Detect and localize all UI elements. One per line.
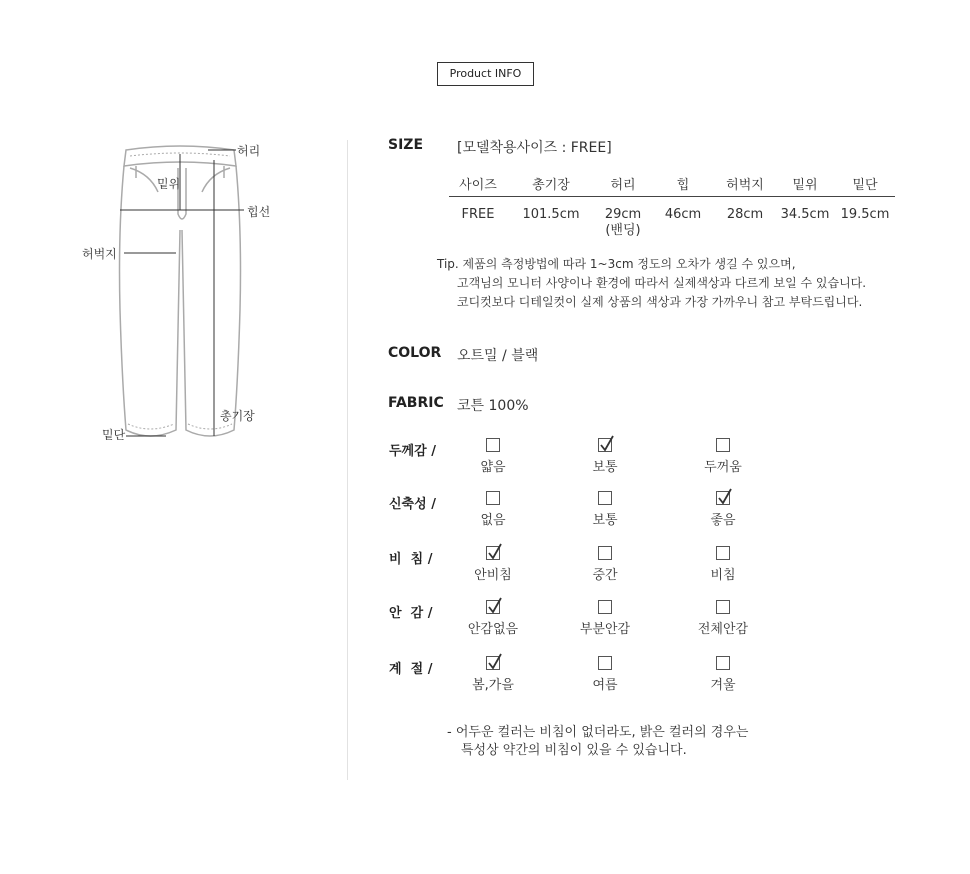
- hem-label: 밑단: [102, 428, 126, 442]
- pants-diagram: [0, 130, 340, 460]
- note-line: 특성상 약간의 비침이 있을 수 있습니다.: [461, 743, 687, 758]
- option-label: 안비침: [474, 568, 512, 583]
- attribute-option: [453, 546, 533, 583]
- attribute-option: [453, 656, 533, 693]
- checkbox-icon: [486, 491, 500, 505]
- waist-label: 허리: [237, 144, 261, 158]
- attribute-option: [453, 600, 533, 637]
- attribute-option: [565, 546, 645, 583]
- cell-total-length: 101.5cm: [522, 207, 580, 222]
- tip-line: 고객님의 모니터 사양이나 환경에 따라서 실제색상과 다르게 보일 수 있습니다.: [457, 276, 867, 290]
- color-heading: COLOR: [388, 345, 442, 361]
- col-size: 사이즈: [449, 170, 507, 197]
- checked-box-icon: [486, 546, 500, 560]
- thigh-label: 허벅지: [82, 247, 117, 261]
- attribute-option: [565, 656, 645, 693]
- option-label: 안감없음: [467, 622, 519, 637]
- option-label: 여름: [592, 678, 618, 693]
- checked-box-icon: [486, 656, 500, 670]
- option-label: 좋음: [710, 513, 736, 528]
- col-rise: 밑위: [775, 170, 835, 197]
- col-hip: 힙: [651, 170, 715, 197]
- attribute-option: [453, 438, 533, 475]
- cell-rise: 34.5cm: [780, 207, 830, 222]
- option-label: 중간: [592, 568, 618, 583]
- option-label: 봄,가을: [472, 678, 514, 693]
- tips: [437, 255, 866, 312]
- option-label: 비침: [710, 568, 736, 583]
- fabric-heading: FABRIC: [388, 395, 444, 411]
- table-row: [449, 197, 895, 240]
- attribute-label: 계 절 /: [389, 662, 433, 677]
- product-info-title: Product INFO: [437, 62, 534, 86]
- checkbox-icon: [716, 600, 730, 614]
- option-label: 얇음: [480, 460, 506, 475]
- attribute-option: [565, 438, 645, 475]
- tip-line: Tip. 제품의 측정방법에 따라 1~3cm 정도의 오차가 생길 수 있으며,: [437, 257, 796, 271]
- attribute-option: [565, 600, 645, 637]
- divider: [347, 140, 348, 780]
- checkbox-icon: [598, 491, 612, 505]
- attribute-label: 비 침 /: [389, 552, 433, 567]
- col-waist: 허리: [595, 170, 651, 197]
- size-table-header: [449, 170, 895, 197]
- checkbox-icon: [598, 600, 612, 614]
- checkbox-icon: [598, 656, 612, 670]
- checked-box-icon: [486, 600, 500, 614]
- checked-box-icon: [598, 438, 612, 452]
- col-thigh: 허벅지: [715, 170, 775, 197]
- attribute-label: 두께감 /: [389, 444, 436, 459]
- note-line: - 어두운 컬러는 비침이 없더라도, 밝은 컬러의 경우는: [447, 725, 749, 740]
- attribute-option: [683, 600, 763, 637]
- checkbox-icon: [486, 438, 500, 452]
- attribute-option: [565, 491, 645, 528]
- attribute-option: [683, 438, 763, 475]
- cell-thigh: 28cm: [726, 207, 764, 222]
- note: [447, 724, 748, 760]
- option-label: 부분안감: [579, 622, 631, 637]
- fabric-value: 코튼 100%: [457, 398, 529, 414]
- col-total-length: 총기장: [507, 170, 595, 197]
- attribute-label: 신축성 /: [389, 497, 436, 512]
- cell-hem: 19.5cm: [840, 207, 890, 222]
- checkbox-icon: [716, 656, 730, 670]
- attribute-label: 안 감 /: [389, 606, 433, 621]
- model-size: [모델착용사이즈 : FREE]: [457, 140, 612, 156]
- checkbox-icon: [716, 438, 730, 452]
- option-label: 없음: [480, 513, 506, 528]
- attribute-option: [453, 491, 533, 528]
- option-label: 두꺼움: [704, 460, 742, 475]
- attribute-option: [683, 546, 763, 583]
- hip-label: 힙선: [247, 205, 271, 219]
- size-table: [449, 170, 895, 239]
- checkbox-icon: [598, 546, 612, 560]
- option-label: 겨울: [710, 678, 736, 693]
- option-label: 보통: [592, 460, 618, 475]
- tip-line: 코디컷보다 디테일컷이 실제 상품의 색상과 가장 가까우니 참고 부탁드립니다.: [457, 295, 863, 309]
- attribute-option: [683, 656, 763, 693]
- option-label: 전체안감: [697, 622, 749, 637]
- col-hem: 밑단: [835, 170, 895, 197]
- cell-hip: 46cm: [664, 207, 702, 222]
- option-label: 보통: [592, 513, 618, 528]
- color-value: 오트밀 / 블랙: [457, 348, 539, 364]
- cell-size: FREE: [461, 207, 495, 222]
- rise-label: 밑위: [157, 177, 181, 191]
- attribute-option: [683, 491, 763, 528]
- checked-box-icon: [716, 491, 730, 505]
- total-length-label: 총기장: [220, 409, 255, 423]
- size-heading: SIZE: [388, 137, 424, 153]
- checkbox-icon: [716, 546, 730, 560]
- cell-waist: 29cm (밴딩): [604, 207, 642, 238]
